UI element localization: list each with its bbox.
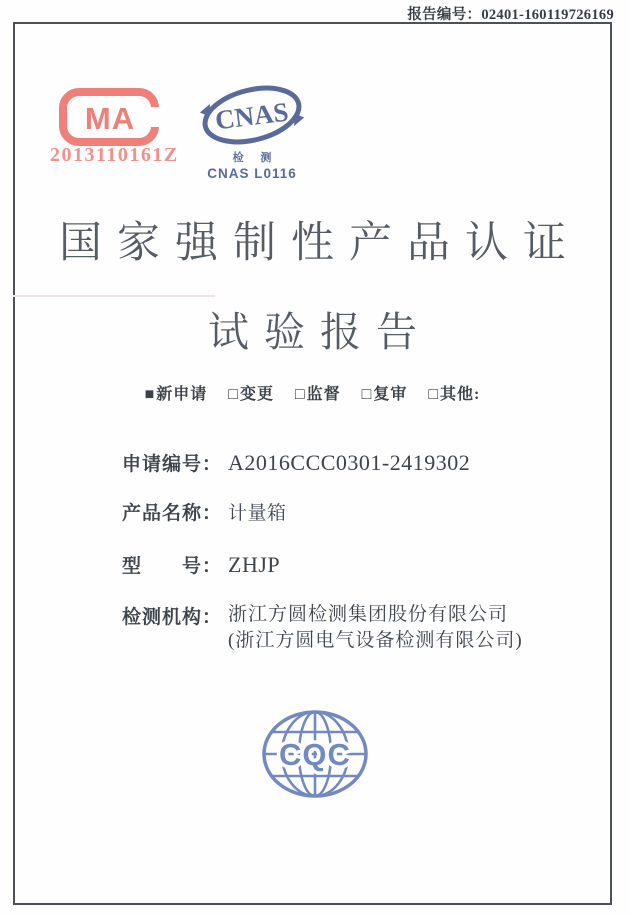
document-title: 国家强制性产品认证 [59, 220, 581, 267]
report-number-value: 02401-160119726169 [481, 7, 614, 23]
checkbox-empty-icon: □ [294, 386, 306, 403]
test-organization-line1: 浙江方圆检测集团股份有限公司 [228, 604, 509, 625]
field-label: 型 号： [122, 556, 223, 577]
cnas-caption: 检 测 [232, 152, 279, 164]
application-type-checkboxes [13, 381, 612, 404]
field-label: 检测机构： [122, 607, 223, 628]
field-model [122, 551, 280, 578]
model-value: ZHJP [228, 552, 281, 577]
cma-accreditation-number: 2013110161Z [50, 144, 179, 166]
test-organization-value [228, 602, 523, 654]
scan-artifact-line [13, 295, 215, 297]
cnas-mark-icon [196, 82, 308, 148]
cqc-logo-icon [260, 708, 370, 800]
report-number [407, 3, 614, 24]
checkbox-change [228, 386, 274, 403]
checkbox-label: 复审 [373, 386, 408, 403]
field-label: 申请编号： [122, 454, 223, 475]
checkbox-label: 变更 [239, 386, 274, 403]
field-application-number [122, 449, 470, 476]
checkbox-empty-icon: □ [361, 386, 373, 403]
checkbox-supervision [295, 386, 341, 403]
cma-letters: MA [84, 101, 136, 136]
checkbox-other [428, 386, 480, 403]
field-product-name [122, 498, 287, 525]
report-number-label: 报告编号： [407, 7, 482, 23]
field-test-organization [122, 602, 523, 654]
cnas-logo [194, 82, 310, 181]
application-number-value: A2016CCC0301-2419302 [228, 450, 471, 475]
checkbox-empty-icon: □ [228, 386, 239, 403]
cnas-letters: CNAS [213, 96, 291, 136]
checkbox-empty-icon: □ [428, 386, 440, 403]
field-label: 产品名称： [122, 503, 223, 524]
document-subtitle: 试验报告 [208, 309, 432, 355]
cma-logo [50, 86, 178, 167]
product-name-value: 计量箱 [228, 503, 287, 524]
checkbox-label: 其他: [440, 386, 481, 403]
cqc-letters: CQC [279, 737, 351, 772]
checkbox-review [362, 386, 408, 403]
cma-mark-icon [56, 86, 172, 148]
checkbox-filled-icon: ■ [144, 386, 156, 403]
checkbox-label: 监督 [306, 386, 341, 403]
checkbox-label: 新申请 [156, 386, 208, 403]
cnas-code: CNAS L0116 [207, 166, 297, 181]
checkbox-new-application [145, 386, 208, 403]
test-organization-line2: (浙江方圆电气设备检测有限公司) [228, 630, 523, 651]
